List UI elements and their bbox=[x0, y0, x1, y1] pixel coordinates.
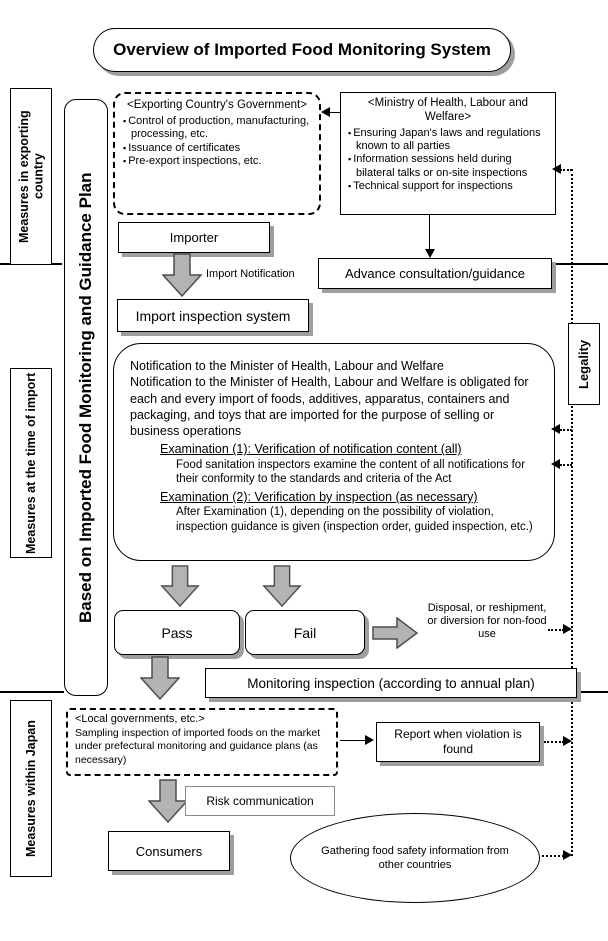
exam1-body: Food sanitation inspectors examine the content of all notifications for their conformity to the standards and criteria of the Act bbox=[176, 458, 526, 486]
gathering-to-legality-line bbox=[542, 855, 564, 857]
side-label-time-of-import: Measures at the time of import bbox=[10, 368, 52, 558]
monitoring-inspection-box: Monitoring inspection (according to annual plan) bbox=[205, 668, 577, 698]
side-label-within-japan: Measures within Japan bbox=[10, 700, 52, 877]
exam2-title: Examination (2): Verification by inspection (as necessary) bbox=[160, 489, 478, 504]
import-notification-arrow-icon bbox=[162, 253, 202, 297]
list-item: ▪ Technical support for inspections bbox=[348, 180, 550, 193]
right-arrowhead-icon bbox=[563, 624, 572, 634]
consumers-box: Consumers bbox=[108, 831, 230, 871]
notification-detail-box bbox=[113, 343, 555, 561]
report-to-legality-line bbox=[544, 741, 564, 743]
ministry-panel bbox=[340, 92, 556, 215]
exporting-government-panel bbox=[113, 92, 321, 215]
plan-banner: Based on Imported Food Monitoring and Guidance Plan bbox=[64, 99, 108, 696]
importer-box: Importer bbox=[118, 222, 270, 253]
advance-consultation-box: Advance consultation/guidance bbox=[318, 258, 552, 289]
risk-communication-box: Risk communication bbox=[185, 786, 335, 816]
local-government-body: Sampling inspection of imported foods on the market under prefectural monitoring and guidance plans (as necessary) bbox=[75, 726, 321, 766]
legality-box: Legality bbox=[568, 323, 600, 405]
fail-outcome-text: Disposal, or reshipment, or diversion for non-food use bbox=[427, 602, 547, 641]
fail-outcome-arrow-icon bbox=[372, 617, 418, 649]
list-item: ▪ Pre-export inspections, etc. bbox=[123, 155, 313, 168]
side-label-exporting-country: Measures in exporting country bbox=[10, 88, 52, 265]
import-notification-label: Import Notification bbox=[206, 268, 295, 280]
section-divider bbox=[581, 691, 608, 693]
ministry-support-line bbox=[330, 112, 340, 113]
left-arrowhead-icon bbox=[552, 164, 561, 174]
pass-box: Pass bbox=[114, 610, 240, 655]
section-divider bbox=[556, 263, 608, 265]
list-item: ▪ Control of production, manufacturing, processing, etc. bbox=[123, 115, 313, 142]
right-arrowhead-icon bbox=[563, 850, 572, 860]
exam1-title: Examination (1): Verification of notification content (all) bbox=[160, 442, 462, 457]
page-title: Overview of Imported Food Monitoring System bbox=[93, 28, 511, 72]
section-divider bbox=[0, 691, 64, 693]
legality-feed-line bbox=[571, 169, 573, 856]
list-item: ▪ Ensuring Japan's laws and regulations known to all parties bbox=[348, 127, 550, 154]
gathering-info-ellipse: Gathering food safety information from other countries bbox=[290, 813, 540, 903]
local-government-title: <Local governments, etc.> bbox=[75, 713, 205, 725]
right-arrowhead-icon bbox=[365, 735, 374, 745]
exporting-government-title: <Exporting Country's Government> bbox=[127, 99, 307, 111]
legality-to-exam1-line bbox=[560, 429, 572, 431]
import-inspection-system-box: Import inspection system bbox=[117, 299, 309, 332]
report-violation-box: Report when violation is found bbox=[376, 722, 540, 762]
exporting-government-list bbox=[121, 115, 313, 169]
disposal-to-legality-line bbox=[548, 629, 564, 631]
pass-down-arrow-icon bbox=[140, 656, 180, 700]
fail-box: Fail bbox=[245, 610, 365, 655]
local-government-panel bbox=[66, 708, 338, 776]
right-arrowhead-icon bbox=[563, 736, 572, 746]
left-arrowhead-icon bbox=[551, 424, 560, 434]
legality-to-exam2-line bbox=[560, 464, 572, 466]
left-arrowhead-icon bbox=[551, 459, 560, 469]
ministry-title: <Ministry of Health, Labour and Welfare> bbox=[367, 97, 529, 123]
left-arrowhead-icon bbox=[321, 107, 330, 117]
to-fail-arrow-icon bbox=[262, 565, 302, 607]
exam2-body: After Examination (1), depending on the possibility of violation, inspection guidance is given (inspection order, guided inspection, etc.) bbox=[176, 506, 533, 533]
to-pass-arrow-icon bbox=[160, 565, 200, 607]
list-item: ▪ Issuance of certificates bbox=[123, 142, 313, 155]
list-item: ▪ Information sessions held during bilateral talks or on-site inspections bbox=[348, 153, 550, 180]
legality-to-ministry-line bbox=[560, 169, 572, 171]
consultation-line bbox=[429, 215, 430, 249]
notification-heading: Notification to the Minister of Health, Labour and Welfare bbox=[130, 359, 444, 373]
down-arrowhead-icon bbox=[425, 249, 435, 258]
notification-body: Notification to the Minister of Health, Labour and Welfare is obligated for each and every import of foods, additives, apparatus, containers and packaging, and toys that are imported for the purpose of selling or business operations bbox=[130, 375, 529, 438]
to-consumers-arrow-icon bbox=[148, 779, 188, 823]
ministry-list bbox=[346, 127, 550, 194]
report-line bbox=[340, 740, 366, 741]
